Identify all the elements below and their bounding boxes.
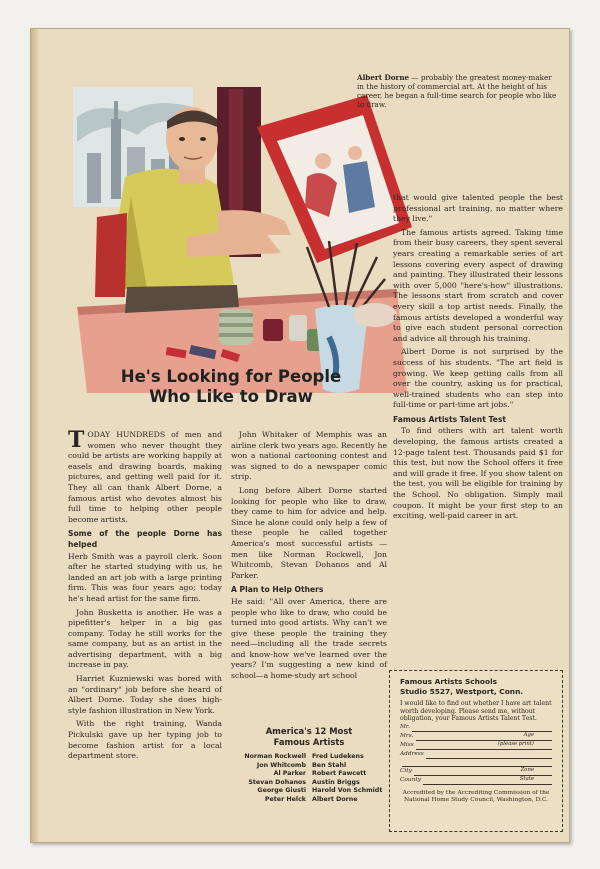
field-label: County <box>400 777 421 784</box>
field-label: Address <box>400 751 424 758</box>
article-column-3 <box>393 193 563 525</box>
paragraph: With the right training, Wanda Pickulski gave up her typing job to become fashion artist for a local department store. <box>68 719 222 761</box>
artist-name: Norman Rockwell <box>244 753 306 760</box>
article-column-1 <box>68 427 222 765</box>
paragraph: Albert Dorne is not surprised by the success of his students. "The art field is growing. We keep getting calls from all over the country, asking us for practical, well-trained students who can step into full-time or part-time art jobs." <box>393 347 563 410</box>
coupon-title-line2: Studio 5527, Westport, Conn. <box>400 686 524 696</box>
artist-name: Al Parker <box>273 770 306 778</box>
artist-name: Fred Ludekens <box>312 753 364 760</box>
paragraph: John Busketta is another. He was a pipefitter's helper in a big gas company. Today he still works for the same company, but as an artist in the advertising department, with a big increase in pay. <box>68 607 222 670</box>
drop-cap: T <box>68 427 85 453</box>
address-field[interactable] <box>400 750 552 759</box>
artists-grid <box>231 753 387 805</box>
artist-name: Austin Briggs <box>312 778 360 786</box>
paragraph: The famous artists agreed. Taking time from their busy careers, they spent several years creating a remarkable series of art lessons covering every aspect of drawing and painting. They illustrated their lessons with over 5,000 "here's-how" illustrations. The lessons start from scratch and cover every skill a top artist needs. Finally, the famous artists developed a wonderful way to give each student personal correction and advice all through his training. <box>393 227 563 343</box>
paragraph: Herb Smith was a payroll clerk. Soon after he started studying with us, he landed an art job with a large printing firm. This was four years ago; today he's head artist for the same firm. <box>68 551 222 603</box>
intro-text: ODAY HUNDREDS of men and women who never thought they could be artists are working happily at easels and drawing boards, making pictures, and getting well paid for it. They all can thank Albert Dorne, a famous artist who devotes almost his full time to helping other people become artists. <box>68 430 222 524</box>
artist-name: Albert Dorne <box>312 795 358 803</box>
accreditation-note: Accredited by the Accrediting Commission of the National Home Study Council, Washington, D.C. <box>402 790 550 804</box>
field-label: Mr. <box>400 724 410 731</box>
coupon-body: I would like to find out whether I have art talent worth developing. Please send me, without obligation, your Famous Artists Talent Test. <box>400 700 552 723</box>
paragraph: John Whitaker of Memphis was an airline clerk two years ago. Recently he won a national cartooning contest and was signed to do a newspaper comic strip. <box>231 430 387 482</box>
paragraph: To find others with art talent worth developing, the famous artists created a 12-page talent test. Thousands paid $1 for this test, but now the School offers it free and will grade it free. If you show talent on the test, you will be eligible for training by the School. No obligation. Simply mail coupon. It might be your first step to an exciting, well-paid career in art. <box>393 426 563 521</box>
age-label: Age <box>523 732 534 739</box>
field-label: Miss <box>400 742 414 749</box>
paragraph: Harriet Kuzniewski was bored with an "ordinary" job before she heard of Albert Dorne. Today she does high-style fashion illustration in New York. <box>68 674 222 715</box>
comic-back-cover <box>30 28 570 843</box>
artists-title-line2: Famous Artists <box>273 737 345 747</box>
caption-text: — probably the greatest money-maker in the history of commercial art. At the height of his career, he began a full-time search for people who like to draw. <box>357 73 557 109</box>
famous-artists-list <box>231 726 387 805</box>
coupon-title-line1: Famous Artists Schools <box>400 677 498 686</box>
paragraph: that would give talented people the best professional art training, no matter where they live." <box>393 193 563 224</box>
headline-line2: Who Like to Draw <box>149 387 313 406</box>
county-field[interactable] <box>400 776 552 785</box>
article-column-2 <box>231 430 387 685</box>
intro-paragraph <box>68 427 222 525</box>
artist-name: George Giusti <box>257 787 306 795</box>
artist-name: Ben Stahl <box>312 761 347 769</box>
zone-label: Zone <box>520 767 534 774</box>
paragraph: He said: "All over America, there are people who like to draw, who could be turned into good artists. Why can't we give these people the training they need—including all the trade secrets and know-how we've learned over the years? I'm suggesting a new kind of school—a home-study art school <box>231 596 387 681</box>
artist-name: Stevan Dohanos <box>248 778 306 786</box>
field-line[interactable] <box>426 751 552 759</box>
artist-name: Harold Von Schmidt <box>312 787 383 795</box>
mail-coupon[interactable] <box>389 670 563 832</box>
subhead-plan: A Plan to Help Others <box>231 585 324 595</box>
artist-name: Peter Helck <box>264 795 306 803</box>
artist-name: Robert Fawcett <box>312 770 367 778</box>
field-line[interactable] <box>423 777 552 785</box>
artist-name: Jon Whitcomb <box>256 761 306 769</box>
name-field-miss[interactable] <box>400 741 552 750</box>
artists-title-line1: America's 12 Most <box>265 726 353 736</box>
state-label: State <box>519 776 534 783</box>
subhead-helped: Some of the people Dorne has helped <box>68 529 222 549</box>
illustration-caption <box>357 73 557 109</box>
coupon-title <box>400 677 562 696</box>
artists-title <box>231 726 387 748</box>
headline-line1: He's Looking for People <box>120 367 342 386</box>
caption-name: Albert Dorne <box>357 73 410 82</box>
field-label: Mrs. <box>400 733 414 740</box>
please-print-label: (please print) <box>497 741 534 748</box>
headline <box>71 367 391 407</box>
paragraph: Long before Albert Dorne started looking for people who like to draw, they came to him for advice and help. Since he alone could only help a few of these people he called together America's most successful artists —men like Norman Rockwell, Jon Whitcomb, Stevan Dohanos and Al Parker. <box>231 485 387 580</box>
field-line[interactable] <box>416 742 552 750</box>
field-label: City <box>400 768 412 775</box>
subhead-talent-test: Famous Artists Talent Test <box>393 414 506 424</box>
page-spine-edge <box>31 29 39 842</box>
